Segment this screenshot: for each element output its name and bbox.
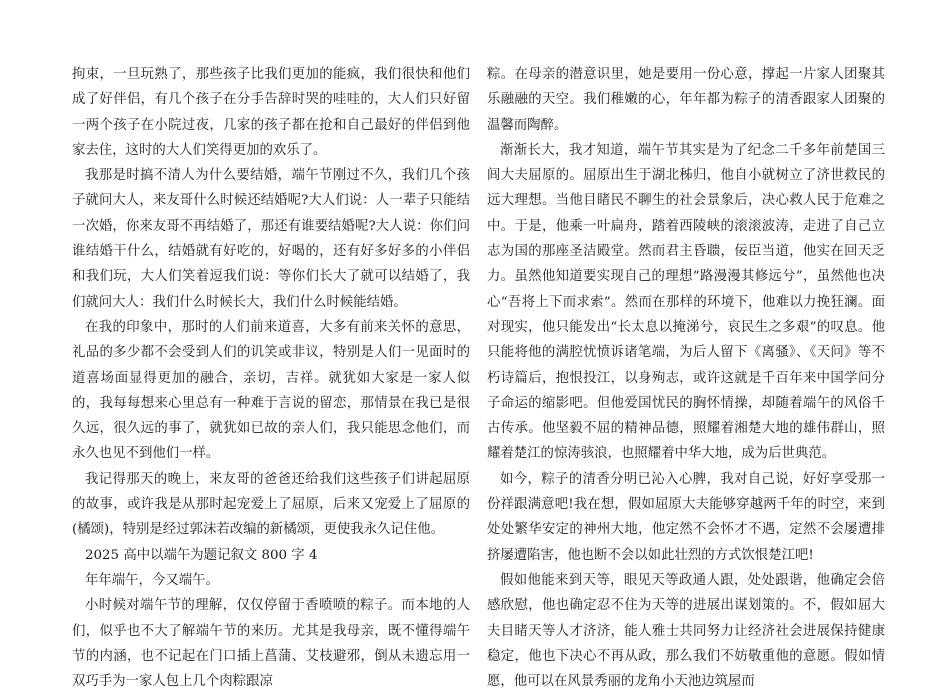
paragraph: 在我的印象中，那时的人们前来道喜，大多有前来关怀的意思，礼品的多少都不会受到人们的讥笑或非议，特别是人们一见面时的道喜场面显得更加的融合，亲切，吉祥。就犹如大家是一家人似的，我每每想来心里总有一种难于言说的留恋，那情景在我已是很久远，很久远的事了，就犹如已故的亲人们，我只能思念他们，而永久也见不到他们一样。 [72,319,470,462]
paragraph: 假如他能来到天等，眼见天等政通人跟，处处跟谐，他确定会倍感欣慰，他也确定忍不住为天等的进展出谋划策的。不，假如屈大夫目睹天等人才济济，能人雅士共同努力让经济社会进展保持健康稳定，他也下决心不再从政，那么我们不妨敬重他的意愿。假如情愿，他可以在风景秀丽的龙角小天池边筑屋而 [487,572,885,690]
section-heading: 2025 高中以端午为题记叙文 800 字 4 [85,547,318,563]
paragraph: 渐渐长大，我才知道，端午节其实是为了纪念二千多年前楚国三闾大夫屈原的。屈原出生于湖北秭归，他自小就树立了济世救民的远大理想。当他目睹民不聊生的社会景象后，决心救人民于危难之中。于是，他乘一叶扁舟，踏着西陵峡的滚滚波涛，走进了自己立志为国的那座圣洁殿堂。然而君主昏聩，佞臣当道，他实在回天乏力。虽然他知道要实现自己的理想“路漫漫其修远兮”，虽然他也决心“吾将上下而求索”。然而在那样的环境下，他难以力挽狂澜。面对现实，他只能发出“长太息以掩涕兮，哀民生之多艰”的叹息。他只能将他的满腔忧愤诉诸笔端，为后人留下《离骚》、《天问》等不朽诗篇后，抱恨投江，以身殉志，或许这就是千百年来中国学问分子命运的缩影吧。但他爱国忧民的胸怀情操，却随着端午的风俗千古传承。他坚毅不屈的精神品德，照耀着湘楚大地的雄伟群山，照耀着楚江的惊涛骇浪，也照耀着中华大地，成为后世典范。 [487,142,885,462]
paragraph: 我那是时搞不清人为什么要结婚，端午节刚过不久，我们几个孩子就问大人，来友哥什么时候还结婚呢?大人们说：人一辈子只能结一次婚，你来友哥不再结婚了，那还有谁要结婚呢?大人说：你们问谁结婚干什么，结婚就有好吃的，好喝的，还有好多好多的小伴侣和我们玩，大人们笑着逗我们说：等你们长大了就可以结婚了，我们就问大人：我们什么时候长大，我们什么时候能结婚。 [72,168,470,310]
paragraph: 拘束，一旦玩熟了，那些孩子比我们更加的能疯，我们很快和他们成了好伴侣，有几个孩子在分手告辞时哭的哇哇的，大人们只好留一两个孩子在小院过夜，几家的孩子都在抢和自己最好的伴侣到他家去住，这时的大人们笑得更加的欢乐了。 [72,67,470,158]
paragraph: 我记得那天的晚上，来友哥的爸爸还给我们这些孩子们讲起屈原的故事，或许我是从那时起宠爱上了屈原，后来又宠爱上了屈原的(橘颂)，特别是经过郭沫若改编的新橘颂，更使我永久记住他。 [72,471,470,538]
paragraph: 粽。在母亲的潜意识里，她是要用一份心意，撑起一片家人团聚其乐融融的天空。我们稚嫩的心，年年都为粽子的清香跟家人团聚的温馨而陶醉。 [487,67,885,133]
paragraph: 小时候对端午节的理解，仅仅停留于香喷喷的粽子。而本地的人们，似乎也不大了解端午节的来历。尤其是我母亲，既不懂得端午节的内涵，也不记起在门口插上菖蒲、艾枝避邪，倒从未遗忘用一双巧手为一家人包上几个肉粽跟凉 [72,598,470,690]
right-column [487,62,885,694]
left-column [72,62,470,694]
paragraph: 年年端午，今又端午。 [85,572,219,588]
paragraph: 如今，粽子的清香分明已沁入心脾，我对自己说，好好享受那一份祥跟满意吧!我在想，假如屈原大夫能够穿越两千年的时空，来到处处繁华安定的神州大地，他定然不会怀才不遇，定然不会屡遭排挤屡遭陷害，他也断不会以如此壮烈的方式饮恨楚江吧! [487,471,885,563]
